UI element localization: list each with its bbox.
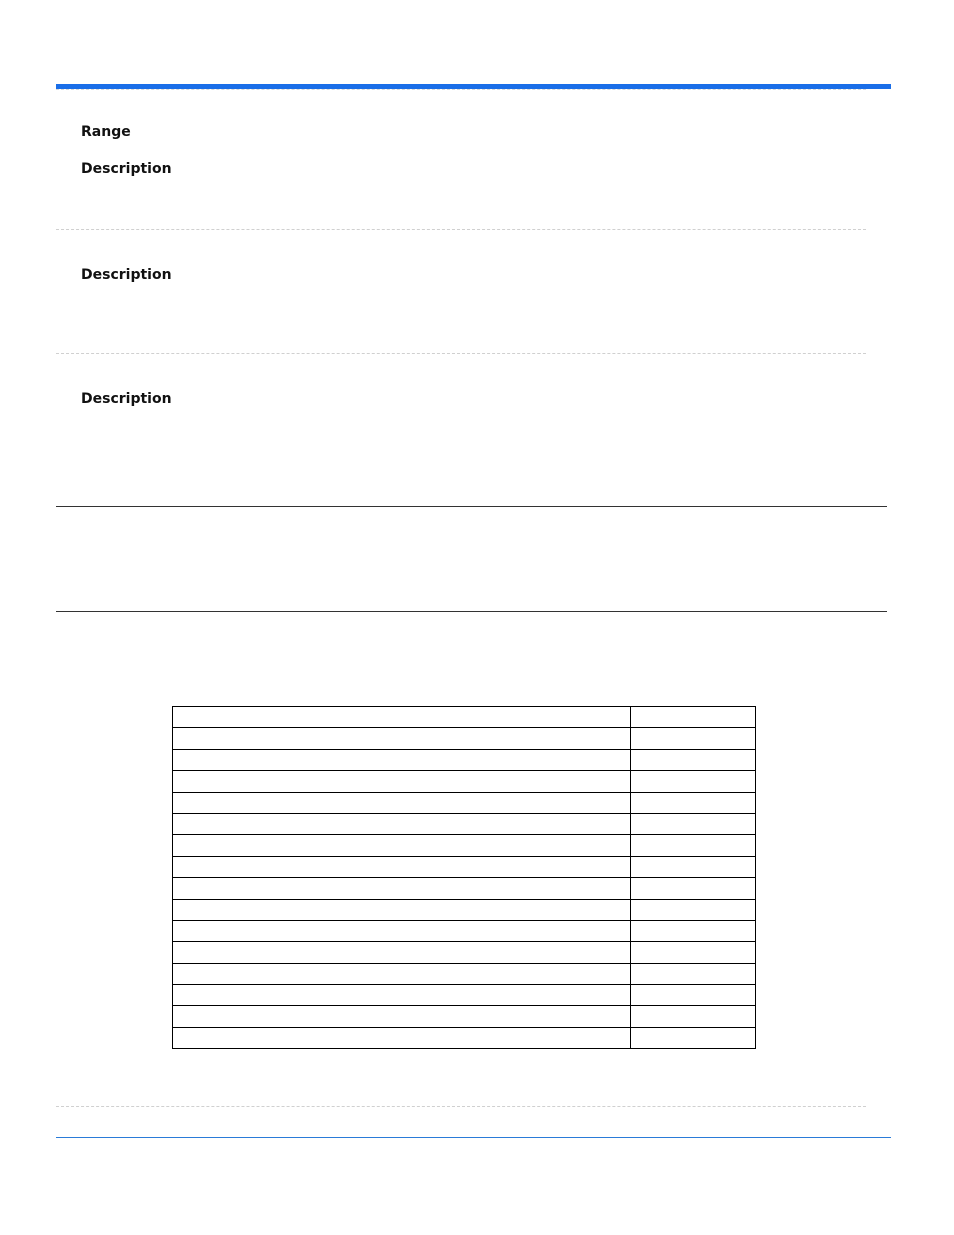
table-cell-value [631, 749, 756, 770]
data-table [172, 706, 756, 1049]
table-cell-name [173, 963, 631, 984]
table-cell-name [173, 771, 631, 792]
table-row [173, 878, 756, 899]
table-cell-value [631, 1027, 756, 1048]
table-row [173, 1027, 756, 1048]
table-cell-value [631, 963, 756, 984]
footer-rule [56, 1137, 891, 1138]
table-cell-value [631, 942, 756, 963]
table-cell-value [631, 985, 756, 1006]
table-row [173, 942, 756, 963]
section-rule [56, 611, 887, 612]
section-divider [56, 229, 866, 230]
table-cell-name [173, 942, 631, 963]
table-row [173, 813, 756, 834]
table-cell-name [173, 1006, 631, 1027]
table-cell-name [173, 1027, 631, 1048]
table-cell-value [631, 920, 756, 941]
table-cell-name [173, 985, 631, 1006]
table-row [173, 749, 756, 770]
description-label: Description [81, 161, 172, 177]
table-cell-value [631, 856, 756, 877]
description-label: Description [81, 267, 172, 283]
table-row [173, 856, 756, 877]
table-row [173, 728, 756, 749]
table-cell-name [173, 920, 631, 941]
section-rule [56, 506, 887, 507]
table-cell-name [173, 835, 631, 856]
table-cell-value [631, 707, 756, 728]
table-row [173, 963, 756, 984]
table-row [173, 920, 756, 941]
header-dashed-rule [56, 89, 866, 90]
table-row [173, 835, 756, 856]
table-cell-value [631, 899, 756, 920]
table-cell-value [631, 792, 756, 813]
table-row [173, 1006, 756, 1027]
table-cell-name [173, 813, 631, 834]
table-cell-name [173, 899, 631, 920]
table-row [173, 899, 756, 920]
table-cell-value [631, 728, 756, 749]
table-cell-name [173, 856, 631, 877]
table-cell-name [173, 749, 631, 770]
table-cell-name [173, 792, 631, 813]
section-divider [56, 1106, 866, 1107]
table-cell-value [631, 878, 756, 899]
section-divider [56, 353, 866, 354]
table-cell-value [631, 835, 756, 856]
table-row [173, 707, 756, 728]
table-cell-name [173, 878, 631, 899]
table-cell-value [631, 1006, 756, 1027]
table-cell-name [173, 707, 631, 728]
range-label: Range [81, 124, 131, 140]
table-cell-name [173, 728, 631, 749]
description-label: Description [81, 391, 172, 407]
table-cell-value [631, 813, 756, 834]
table-row [173, 771, 756, 792]
table-cell-value [631, 771, 756, 792]
table-row [173, 792, 756, 813]
table-row [173, 985, 756, 1006]
